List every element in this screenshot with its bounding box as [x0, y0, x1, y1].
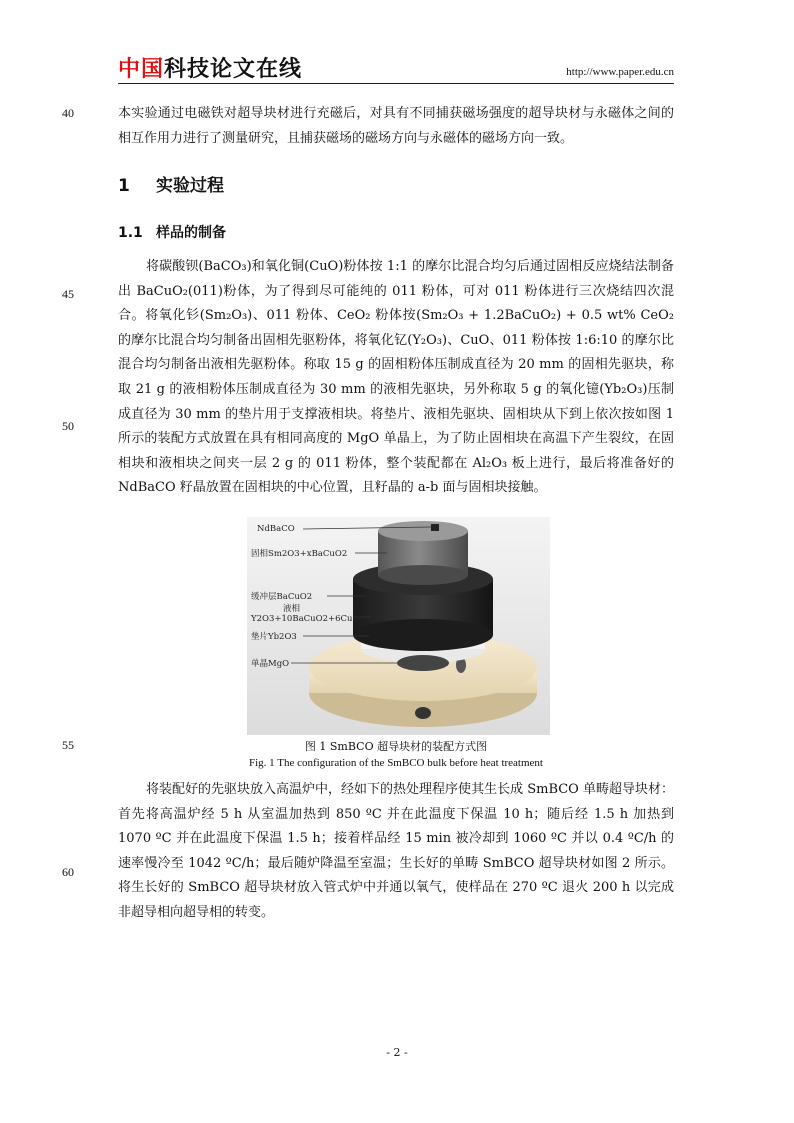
journal-logo: 中国科技论文在线 [118, 57, 303, 82]
body-paragraph: 将装配好的先驱块放入高温炉中，经如下的热处理程序使其生长成 SmBCO 单畴超导块材：首先将高温炉经 5 h 从室温加热到 850 ºC 并在此温度下保温 10 h；随后经 1.5 h 加热到 1070 ºC 并在此温度下保温 1.5 h；接着样品经 15 min 被冷却到 1060 ºC 并以 0.4 ºC/h 的速率慢冷至 1042 ºC/h；最后随炉降温至室温；生长好的单畴 SmBCO 超导块材如图 2 所示。将生长好的 SmBCO 超导块材放入管式炉中并通以氧气，使样品在 270 ºC 退火 200 h 以完成非超导相向超导相的转变。 [118, 782, 674, 920]
figure-label: 缓冲层BaCuO2 [251, 592, 313, 602]
body-paragraph: 将碳酸钡(BaCO₃)和氧化铜(CuO)粉体按 1:1 的摩尔比混合均匀后通过固相反应烧结法制备出 BaCuO₂(011)粉体，为了得到尽可能纯的 011 粉体，可对 011 粉体进行三次烧结四次混合。将氧化钐(Sm₂O₃)、011 粉体、CeO₂ 粉体按(Sm₂O₃ + 1.2BaCuO₂) + 0.5 wt% CeO₂ 的摩尔比混合均匀制备出固相先驱粉体，将氧化钇(Y₂O₃)、CuO、011 粉体按 1:6:10 的摩尔比混合均匀制备出液相先驱粉体。称取 15 g 的固相粉体压制成直径为 20 mm 的固相先驱块，称取 21 g 的液相粉体压制成直径为 30 mm 的液相先驱块，另外称取 5 g 的氧化镱(Yb₂O₃)压制成直径为 30 mm 的垫片用于支撑液相块。将垫片、液相先驱块、固相块从下到上依次按如图 1 所示的装配方式放置在具有相同高度的 MgO 单晶上，为了防止固相块在高温下产生裂纹，在固相块和液相块之间夹一层 2 g 的 011 粉体，整个装配都在 Al₂O₃ 板上进行，最后将准备好的 NdBaCO 籽晶放置在固相块的中心位置，且籽晶的 a-b 面与固相块接触。 [118, 259, 674, 496]
figure-label: 液相 [283, 604, 301, 614]
figure-label: 单晶MgO [251, 659, 290, 669]
header-url: http://www.paper.edu.cn [566, 66, 674, 78]
line-number: 40 [62, 106, 74, 120]
header-rule [118, 83, 674, 84]
section-heading: 1 实验过程 [118, 176, 224, 196]
intro-paragraph: 本实验通过电磁铁对超导块材进行充磁后，对具有不同捕获磁场强度的超导块材与永磁体之间的相互作用力进行了测量研究，且捕获磁场的磁场方向与永磁体的磁场方向一致。 [118, 106, 674, 146]
line-number: 50 [62, 419, 74, 433]
figure-label: Y2O3+10BaCuO2+6CuO [251, 614, 360, 624]
figure-photo [247, 517, 550, 735]
page-number: - 2 - [386, 1046, 408, 1059]
figure-caption-cn: 图 1 SmBCO 超导块材的装配方式图 [304, 740, 488, 753]
page-header [118, 56, 674, 84]
line-number: 55 [62, 738, 74, 752]
subsection-heading: 1.1 样品的制备 [118, 225, 226, 241]
figure-label: NdBaCO [257, 524, 295, 534]
figure-label: 固相Sm2O3+xBaCuO2 [251, 549, 348, 559]
figure-label: 垫片Yb2O3 [251, 632, 297, 642]
figure-caption-en: Fig. 1 The configuration of the SmBCO bulk before heat treatment [249, 757, 543, 769]
line-number: 60 [62, 865, 74, 879]
line-number: 45 [62, 287, 74, 301]
